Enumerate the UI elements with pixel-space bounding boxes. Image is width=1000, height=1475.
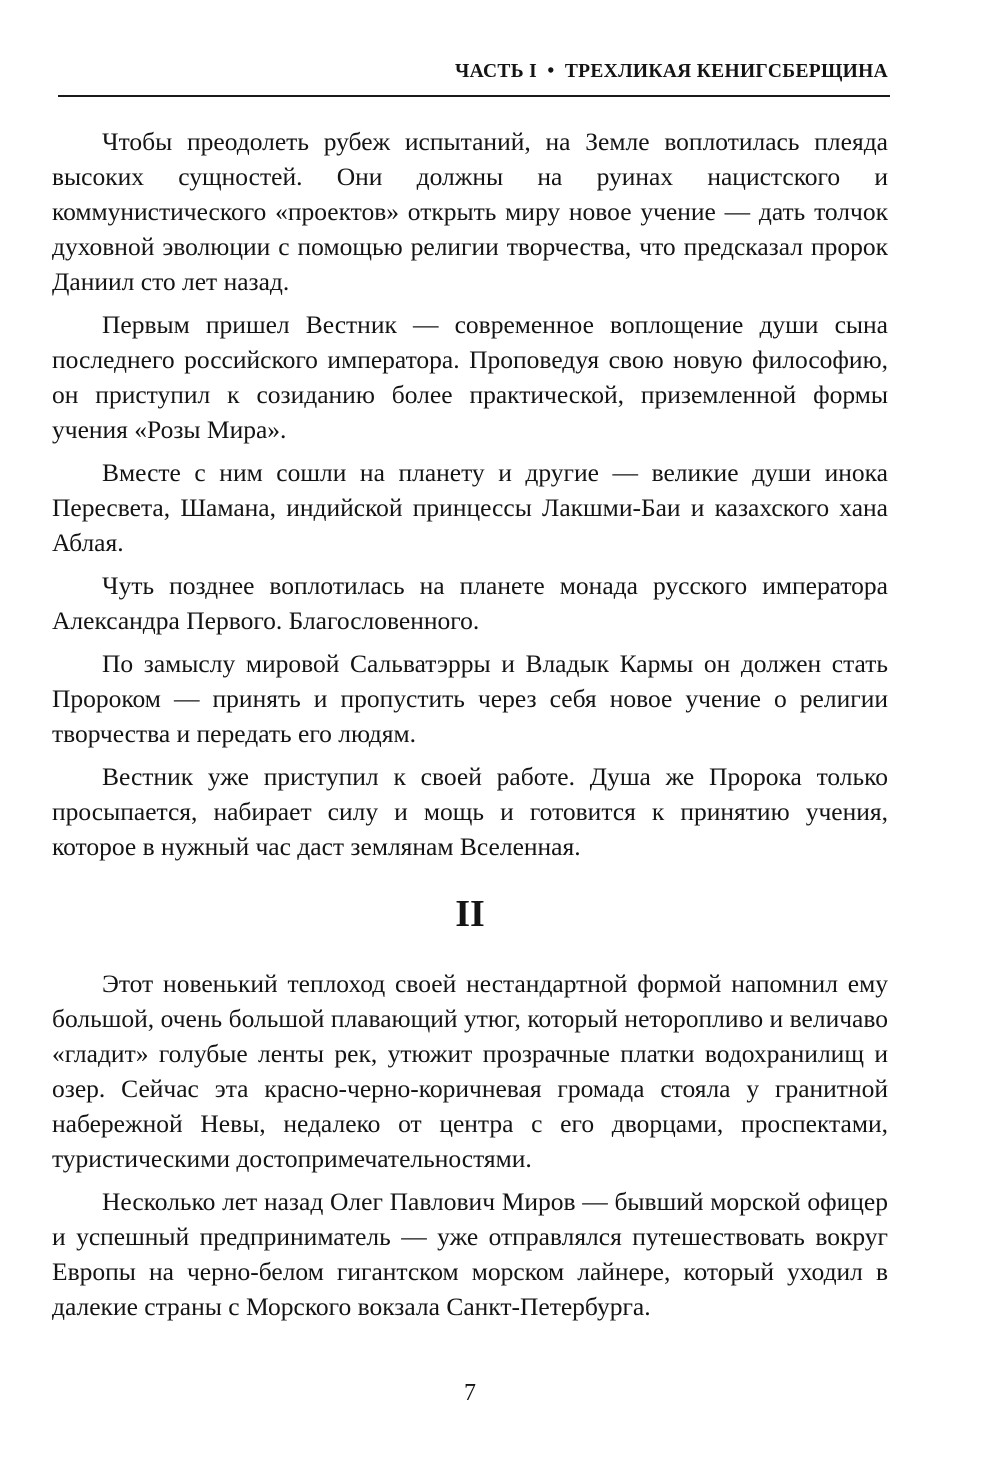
paragraph: Вместе с ним сошли на планету и другие — великие души инока Пересвета, Шамана, индийской принцессы Лакшми-Баи и казахского хана Аблая. bbox=[52, 458, 888, 557]
paragraph: Несколько лет назад Олег Павлович Миров — бывший морской офицер и успешный предприниматель — уже отправлялся путешествовать вокруг Европы на черно-белом гигантском морском лайнере, который уходил в далекие страны с Морского вокзала Санкт-Петербурга. bbox=[52, 1187, 888, 1321]
page-number: 7 bbox=[464, 1380, 476, 1406]
header-separator: • bbox=[547, 61, 555, 82]
section-heading: II bbox=[455, 893, 485, 935]
paragraph: Чтобы преодолеть рубеж испытаний, на Земле воплотилась плеяда высоких сущностей. Они должны на руинах нацистского и коммунистического «проектов» открыть миру новое учение — дать толчок духовной эволюции с помощью религии творчества, что предсказал пророк Даниил сто лет назад. bbox=[52, 127, 888, 296]
section-1-text bbox=[52, 124, 888, 872]
section-2-text bbox=[52, 966, 888, 1332]
paragraph: По замыслу мировой Сальватэрры и Владык Кармы он должен стать Пророком — принять и пропустить через себя новое учение о религии творчества и передать его людям. bbox=[52, 649, 888, 748]
paragraph: Этот новенький теплоход своей нестандартной формой напомнил ему большой, очень большой плавающий утюг, который неторопливо и величаво «гладит» голубые ленты рек, утюжит прозрачные платки водохранилищ и озер. Сейчас эта красно-черно-коричневая громада стояла у гранитной набережной Невы, недалеко от центра с его дворцами, проспектами, туристическими достопримечательностями. bbox=[52, 969, 888, 1173]
header-title: ТРЕХЛИКАЯ КЕНИГСБЕРЩИНА bbox=[564, 61, 888, 82]
paragraph: Первым пришел Вестник — современное воплощение души сына последнего российского императора. Проповедуя свою новую философию, он приступил к созиданию более практической, приземленной формы учения «Розы Мира». bbox=[52, 310, 888, 444]
header-rule bbox=[58, 95, 890, 97]
paragraph: Вестник уже приступил к своей работе. Душа же Пророка только просыпается, набирает силу и мощь и готовится к принятию учения, которое в нужный час даст землянам Вселенная. bbox=[52, 762, 888, 861]
paragraph: Чуть позднее воплотилась на планете монада русского императора Александра Первого. Благословенного. bbox=[52, 571, 888, 635]
header-part: ЧАСТЬ I bbox=[455, 61, 537, 82]
running-header bbox=[58, 60, 888, 84]
